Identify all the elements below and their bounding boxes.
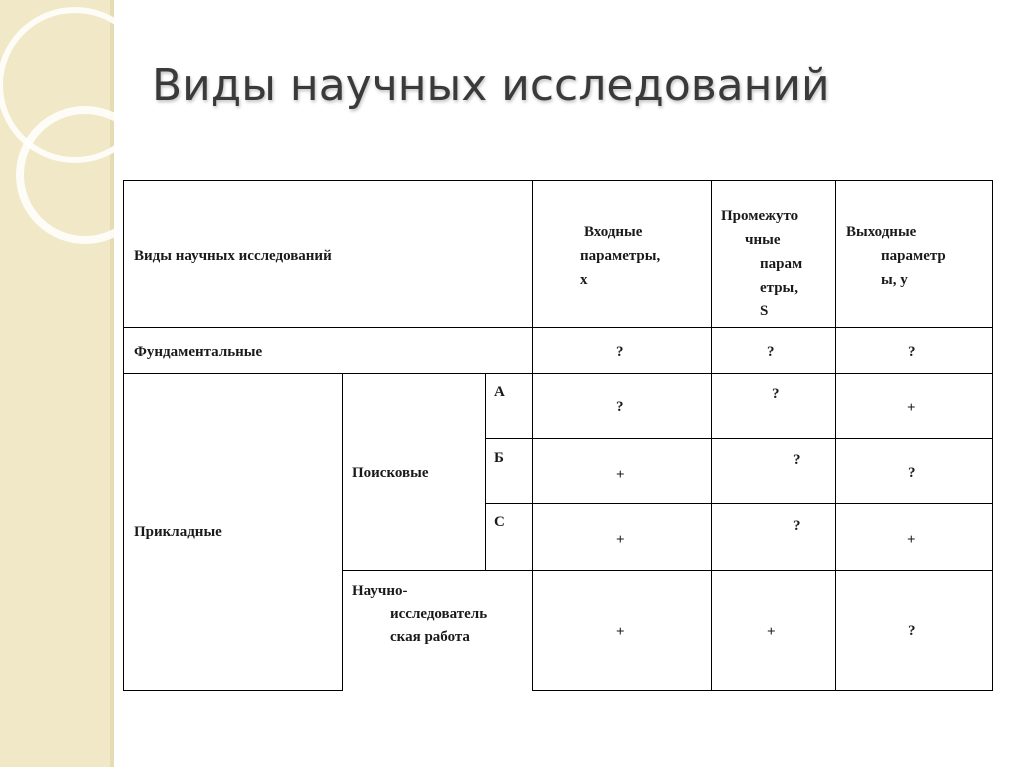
row-a-input: ? <box>616 399 624 415</box>
header-intermediate-line2: чные <box>745 232 781 248</box>
slide-title: Виды научных исследований <box>152 60 830 111</box>
row-b-code-cell <box>485 438 533 504</box>
header-output-line1: Выходные <box>846 224 917 240</box>
row-b-code: Б <box>494 450 504 466</box>
header-input-line3: x <box>580 272 588 288</box>
row-fundamental-output: ? <box>908 344 916 360</box>
row-fundamental-intermediate: ? <box>767 344 775 360</box>
row-a-code: А <box>494 384 505 400</box>
header-intermediate-line3: парам <box>760 256 803 272</box>
row-research-label-line1: Научно- <box>352 583 408 599</box>
row-fundamental-label: Фундаментальные <box>134 344 263 360</box>
header-types-text: Виды научных исследований <box>134 248 332 264</box>
row-research-label-line3: ская работа <box>390 629 470 645</box>
row-a-code-cell <box>485 373 533 439</box>
row-a-output: + <box>907 400 916 416</box>
row-search-label: Поисковые <box>352 465 429 481</box>
row-research-label-line2: исследователь <box>390 606 488 622</box>
row-a-intermediate: ? <box>772 386 780 402</box>
row-b-intermediate: ? <box>793 452 801 468</box>
row-b-input: + <box>616 467 625 483</box>
row-c-code: С <box>494 514 505 530</box>
header-output-line3: ы, y <box>881 272 908 288</box>
row-research-input: + <box>616 624 625 640</box>
row-c-output: + <box>907 532 916 548</box>
header-output-line2: параметр <box>881 248 946 264</box>
row-c-code-cell <box>485 503 533 571</box>
row-research-intermediate: + <box>767 624 776 640</box>
row-research-output: ? <box>908 623 916 639</box>
header-input-line2: параметры, <box>580 248 661 264</box>
header-intermediate-line1: Промежуто <box>721 208 799 224</box>
row-b-output: ? <box>908 465 916 481</box>
row-fundamental-input: ? <box>616 344 624 360</box>
row-c-intermediate-cell <box>711 503 836 571</box>
row-c-input: + <box>616 532 625 548</box>
row-c-intermediate: ? <box>793 518 801 534</box>
header-intermediate-line4: етры, <box>760 280 799 296</box>
row-b-intermediate-cell <box>711 438 836 504</box>
header-input-line1: Входные <box>584 224 643 240</box>
row-applied-label: Прикладные <box>134 524 222 540</box>
header-intermediate-line5: S <box>760 303 769 319</box>
